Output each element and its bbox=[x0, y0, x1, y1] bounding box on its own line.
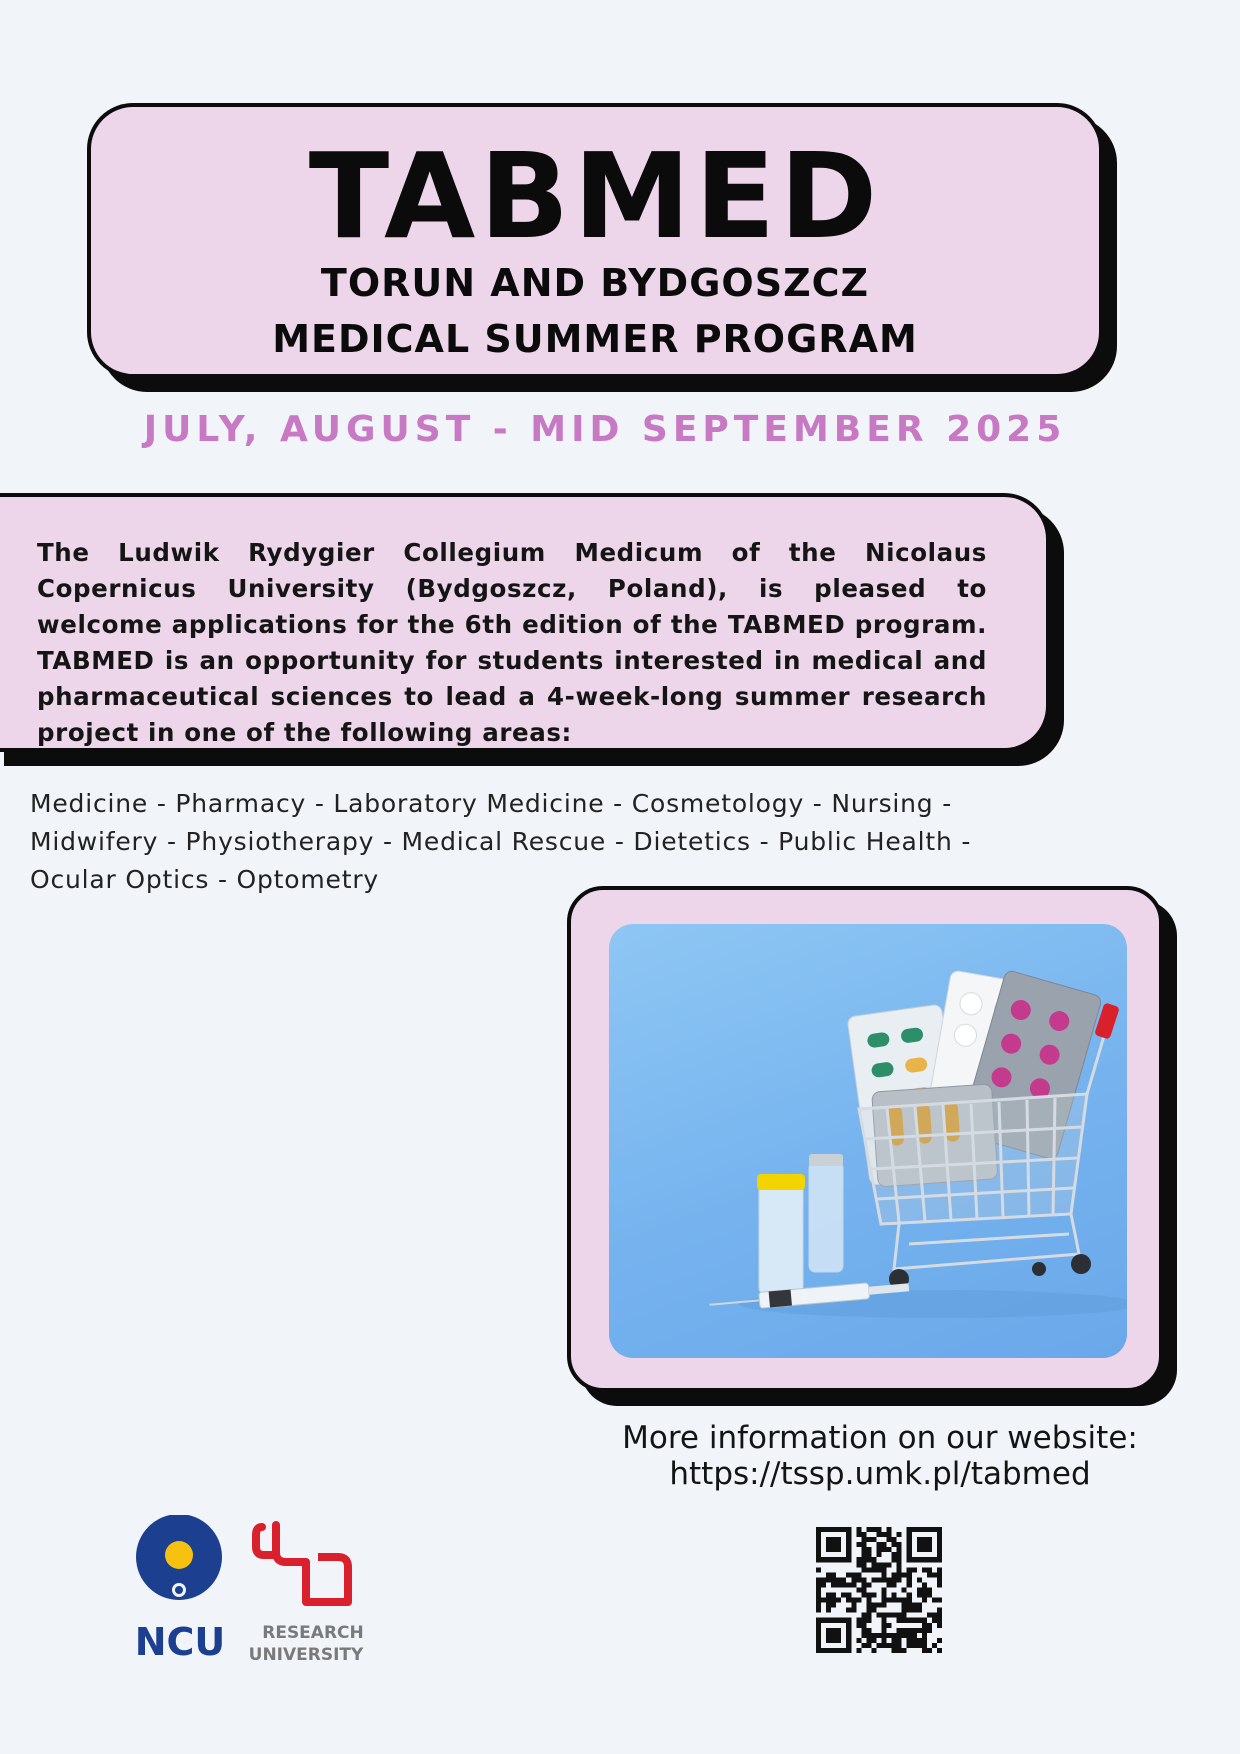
shopping-cart-icon bbox=[609, 924, 1127, 1358]
program-dates: JULY, AUGUST - MID SEPTEMBER 2025 bbox=[143, 409, 1067, 450]
ru-logo-line2: UNIVERSITY bbox=[248, 1645, 364, 1662]
subtitle-line-2: MEDICAL SUMMER PROGRAM bbox=[272, 317, 918, 361]
areas-line-3: Ocular Optics - Optometry bbox=[30, 865, 379, 894]
areas-line-2: Midwifery - Physiotherapy - Medical Rescue - Dietetics - Public Health - bbox=[30, 827, 972, 856]
ru-logo-line1: RESEARCH bbox=[262, 1623, 364, 1643]
areas-line-1: Medicine - Pharmacy - Laboratory Medicine - Cosmetology - Nursing - bbox=[30, 789, 953, 818]
ncu-logo bbox=[133, 1515, 227, 1660]
website-link[interactable]: https://tssp.umk.pl/tabmed bbox=[669, 1456, 1091, 1492]
shopping-cart-medicines-image bbox=[609, 924, 1127, 1358]
info-label: More information on our website: bbox=[622, 1420, 1138, 1456]
intro-text: The Ludwik Rydygier Collegium Medicum of the Nicolaus Copernicus University (Bydgoszcz, Poland), is pleased to welcome applications for the 6th edition of the TABMED program. TABMED is an opportunity for students interested in medical and pharmaceutical sciences to lead a 4-week-long summer research project in one of the following areas: bbox=[37, 538, 987, 747]
image-frame bbox=[567, 886, 1163, 1392]
intro-box bbox=[0, 493, 1050, 752]
research-university-logo bbox=[248, 1517, 368, 1662]
page-title: TABMED bbox=[308, 127, 882, 265]
ncu-logo-text: NCU bbox=[134, 1620, 226, 1660]
areas-list bbox=[30, 785, 1030, 899]
qr-code[interactable] bbox=[816, 1527, 942, 1653]
website-info bbox=[600, 1420, 1160, 1492]
subtitle-line-1: TORUN AND BYDGOSZCZ bbox=[320, 261, 870, 305]
title-box bbox=[87, 103, 1103, 378]
